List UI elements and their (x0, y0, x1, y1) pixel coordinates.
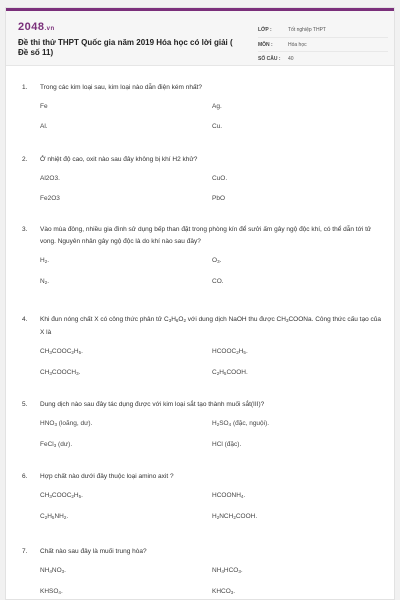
option-a[interactable]: Fe (40, 103, 48, 110)
meta-row-subject: MÔN : Hóa học (258, 37, 388, 51)
site-logo[interactable]: 2048.vn (18, 21, 55, 33)
option-c[interactable]: $KHSO_4$. (40, 588, 63, 595)
option-c[interactable]: $C_2H_5NH_2$. (40, 513, 69, 520)
meta-row-count: SỐ CÂU : 40 (258, 51, 388, 65)
question-6: 6. Hợp chất nào dưới đây thuộc loại amino axit ? $CH_3COOC_2H_5$. $HCOONH_4$. $C_2H_5NH_2$. $H_2NCH_2COOH$. (22, 471, 387, 523)
option-b[interactable]: $O_3$. (212, 257, 222, 264)
option-b[interactable]: $HCOONH_4$. (212, 492, 246, 499)
question-text: Vào mùa đông, nhiều gia đình sử dụng bếp than đặt trong phòng kín để sưởi ấm gây ngộ độc khí, có thể dẫn tới tử vong. Nguyên nhân gây ngộ độc là do khí nào sau đây? (40, 226, 372, 245)
question-7: 7. Chất nào sau đây là muối trung hòa? $NH_4NO_3$. $NH_4HCO_3$. $KHSO_4$. $KHCO_3$. (22, 546, 387, 598)
option-a[interactable]: $CH_3COOC_2H_5$. (40, 492, 83, 499)
option-b[interactable]: $NH_4HCO_3$. (212, 567, 243, 574)
document-meta (258, 23, 388, 65)
option-c[interactable]: $CH_3COOCH_3$. (40, 369, 81, 376)
option-d[interactable]: $KHCO_3$. (212, 588, 236, 595)
option-a[interactable]: Al2O3. (40, 175, 60, 182)
document-sheet (5, 7, 395, 600)
option-a[interactable]: $H_2$. (40, 257, 50, 264)
question-3: 3. Vào mùa đông, nhiều gia đình sử dụng bếp than đặt trong phòng kín để sưởi ấm gây ngộ độc khí, có thể dẫn tới tử vong. Nguyên nhân gây ngộ độc là do khí nào sau đây? $H_2$. $O_3$. $N_2$. CO. (22, 224, 387, 288)
question-text: Khi đun nóng chất X có công thức phân tử $C_3H_6O_2$ với dung dịch NaOH thu được $CH_3COONa$. Công thức cấu tạo của X là (40, 316, 381, 336)
option-d[interactable]: CO. (212, 278, 224, 285)
question-5: 5. Dung dịch nào sau đây tác dụng được với kim loại sắt tạo thành muối sắt(III)? $HNO_3$ (loãng, dư). $H_2SO_4$ (đặc, nguội). FeCl$_3$ (dư). HCl (đặc). (22, 399, 387, 451)
option-a[interactable]: $CH_3COOC_2H_5$. (40, 348, 83, 355)
option-d[interactable]: $H_2NCH_2COOH$. (212, 513, 258, 520)
question-2: 2. Ở nhiệt độ cao, oxit nào sau đây không bị khí H2 khử? Al2O3. CuO. Fe2O3 PbO (22, 154, 387, 204)
document-header (6, 11, 395, 66)
question-4: 4. Khi đun nóng chất X có công thức phân tử $C_3H_6O_2$ với dung dịch NaOH thu được $CH_3COONa$. Công thức cấu tạo của X là $CH_3COOC_2H_5$. $HCOOC_2H_5$. $CH_3COOCH_3$. $C_2H_5COOH$. (22, 314, 387, 379)
meta-row-class: LỚP : Tốt nghiệp THPT (258, 27, 326, 33)
question-text: Chất nào sau đây là muối trung hòa? (40, 548, 147, 555)
question-text: Hợp chất nào dưới đây thuộc loại amino axit ? (40, 473, 174, 480)
document-title: Đề thi thử THPT Quốc gia năm 2019 Hóa học có lời giải ( Đề số 11) (18, 38, 233, 57)
option-c[interactable]: $N_2$. (40, 278, 50, 285)
option-a[interactable]: $NH_4NO_3$. (40, 567, 66, 574)
question-1: 1. Trong các kim loại sau, kim loại nào dẫn điện kém nhất? Fe Ag. Al. Cu. (22, 82, 387, 132)
option-b[interactable]: $HCOOC_2H_5$. (212, 348, 248, 355)
option-d[interactable]: PbO (212, 195, 226, 202)
option-b[interactable]: $H_2SO_4$ (đặc, nguội). (212, 420, 270, 427)
option-b[interactable]: CuO. (212, 175, 228, 182)
question-text: Dung dịch nào sau đây tác dụng được với kim loại sắt tạo thành muối sắt(III)? (40, 401, 265, 408)
option-c[interactable]: Fe2O3 (40, 195, 60, 202)
option-b[interactable]: Ag. (212, 103, 222, 110)
option-a[interactable]: $HNO_3$ (loãng, dư). (40, 420, 93, 427)
option-d[interactable]: $C_2H_5COOH$. (212, 369, 248, 376)
option-d[interactable]: HCl (đặc). (212, 441, 242, 448)
option-d[interactable]: Cu. (212, 123, 223, 130)
question-text: Ở nhiệt độ cao, oxit nào sau đây không bị khí H2 khử? (40, 156, 198, 163)
option-c[interactable]: Al. (40, 123, 48, 130)
question-text: Trong các kim loại sau, kim loại nào dẫn điện kém nhất? (40, 84, 202, 91)
option-c[interactable]: FeCl$_3$ (dư). (40, 441, 73, 448)
